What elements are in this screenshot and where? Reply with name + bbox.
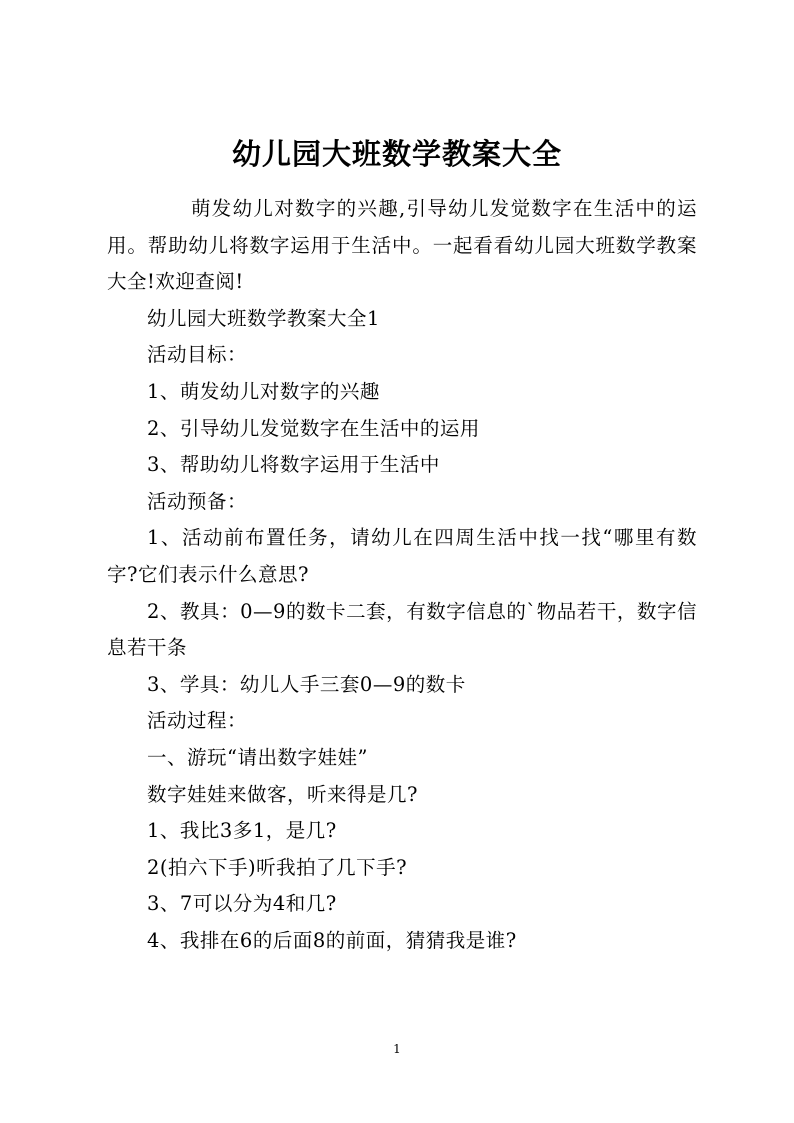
section-heading: 幼儿园大班数学教案大全1 <box>147 306 380 330</box>
document-title: 幼儿园大班数学教案大全 <box>231 137 562 171</box>
paragraph-objective-3: 3、帮助幼儿将数字运用于生活中 <box>147 453 440 477</box>
paragraph-preparation-heading: 活动预备： <box>147 489 248 513</box>
paragraph-objective-2: 2、引导幼儿发觉数字在生活中的运用 <box>147 416 480 440</box>
intro-paragraph: 萌发幼儿对数字的兴趣,引导幼儿发觉数字在生活中的运用。帮助幼儿将数字运用于生活中。一起看看幼儿园大班数学教案大全!欢迎查阅! <box>107 197 697 294</box>
paragraph-preparation-3: 3、学具：幼儿人手三套0—9的数卡 <box>147 672 466 696</box>
paragraph-preparation-2: 2、教具：0—9的数卡二套，有数字信息的`物品若干，数字信息若干条 <box>107 599 697 660</box>
paragraph-game-intro: 数字娃娃来做客，听来得是几? <box>147 782 418 806</box>
paragraph-objective-1: 1、萌发幼儿对数字的兴趣 <box>147 379 380 403</box>
paragraph-question-3: 3、7可以分为4和几? <box>147 892 337 916</box>
paragraph-preparation-1: 1、活动前布置任务，请幼儿在四周生活中找一找“哪里有数字?它们表示什么意思? <box>107 526 697 586</box>
paragraph-question-2: 2(拍六下手)听我拍了几下手? <box>147 855 408 879</box>
paragraph-question-4: 4、我排在6的后面8的前面，猜猜我是谁? <box>147 928 517 952</box>
paragraph-objectives-heading: 活动目标： <box>147 343 248 367</box>
paragraph-process-heading: 活动过程： <box>147 709 248 733</box>
paragraph-game-heading: 一、游玩“请出数字娃娃” <box>147 745 368 769</box>
page-number: 1 <box>393 1042 401 1056</box>
paragraph-question-1: 1、我比3多1，是几? <box>147 819 337 843</box>
document-body <box>107 191 697 959</box>
